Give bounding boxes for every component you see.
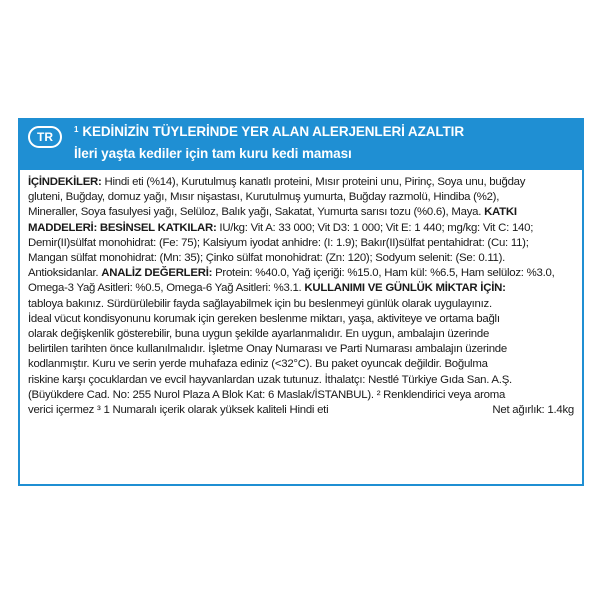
bold-heading: ANALİZ DEĞERLERİ: — [101, 267, 213, 280]
text-segment: Hindi eti (%14), Kurutulmuş kanatlı proteini, Mısır proteini unu, Pirinç, Soya unu, buğday — [101, 176, 526, 188]
text-segment: riskine karşı çocuklardan ve evcil hayvanlardan uzak tutunuz. İthalatçı: Nestlé Türkiye Gıda San. A.Ş. — [28, 373, 512, 386]
bold-heading: KULLANIMI VE GÜNLÜK MİKTAR İÇİN: — [304, 282, 506, 295]
footnote-marker: 1 — [74, 125, 79, 134]
text-line — [28, 388, 574, 403]
bold-heading: MADDELERİ: BESİNSEL KATKILAR: — [28, 221, 217, 234]
language-badge: TR — [28, 126, 62, 148]
text-line — [28, 297, 574, 312]
text-line — [28, 190, 574, 205]
text-segment: IU/kg: Vit A: 33 000; Vit D3: 1 000; Vit E: 1 440; mg/kg: Vit C: 140; — [216, 221, 534, 234]
text-segment: İdeal vücut kondisyonunu korumak için gereken beslenme miktarı, yaşa, aktiviteye ve ortama bağlı — [28, 312, 500, 325]
text-line — [28, 373, 574, 388]
text-line — [28, 266, 574, 281]
text-line — [28, 236, 574, 251]
label-banner — [20, 120, 582, 170]
text-segment: olarak değişkenlik gösterebilir, buna uygun şekilde ayarlanmalıdır. En uygun, ambalajın üzerinde — [28, 328, 490, 341]
net-weight: Net ağırlık: 1.4kg — [492, 404, 574, 417]
text-line — [28, 342, 574, 357]
text-segment: kodlanmıştır. Kuru ve serin yerde muhafaza ediniz (<32°C). Bu paket oyuncak değildir. Boğulma — [28, 358, 488, 371]
banner-subtitle: İleri yaşta kediler için tam kuru kedi maması — [74, 146, 352, 161]
text-segment: Mineraller, Soya fasulyesi yağı, Selüloz, Balık yağı, Sakatat, Yumurta sarısı tozu (%0.6), Maya. — [28, 206, 485, 219]
text-segment: (Büyükdere Cad. No: 255 Nurol Plaza A Blok Kat: 6 Maslak/İSTANBUL). ² Renklendirici veya aroma — [28, 388, 506, 401]
text-line — [28, 403, 574, 418]
text-segment: verici içermez ³ 1 Numaralı içerik olarak yüksek kaliteli Hindi eti — [28, 404, 329, 417]
text-segment: tabloya bakınız. Sürdürülebilir fayda sağlayabilmek için bu beslenmeyi günlük olarak uygulayınız. — [28, 297, 492, 310]
text-segment: belirtilen tarihten önce kullanılmalıdır. İşletme Onay Numarası ve Parti Numarası ambalajın üzerinde — [28, 343, 507, 356]
text-segment: Omega-3 Yağ Asitleri: %0.5, Omega-6 Yağ Asitleri: %3.1. — [28, 282, 305, 295]
text-segment: Mangan sülfat monohidrat: (Mn: 35); Çinko sülfat monohidrat: (Zn: 120); Sodyum selenit: (Se: 0.11). — [28, 252, 506, 265]
text-line — [28, 357, 574, 372]
text-line — [28, 175, 574, 190]
ingredients-text — [20, 170, 582, 418]
text-segment: Antioksidanlar. — [28, 267, 102, 280]
text-line — [28, 312, 574, 327]
text-segment: Protein: %40.0, Yağ içeriği: %15.0, Ham kül: %6.5, Ham selüloz: %3.0, — [212, 267, 555, 280]
text-segment: gluteni, Buğday, domuz yağı, Mısır nişastası, Kurutulmuş yumurta, Buğday razmolü, Hindiba (%2), — [28, 191, 500, 204]
banner-headline — [74, 124, 464, 139]
bold-heading: KATKI — [484, 206, 517, 219]
product-label — [18, 118, 584, 486]
banner-headline-text: KEDİNİZİN TÜYLERİNDE YER ALAN ALERJENLERİ AZALTIR — [82, 124, 464, 139]
text-line — [28, 205, 574, 220]
text-line — [28, 221, 574, 236]
bold-heading: İÇİNDEKİLER: — [28, 176, 102, 188]
text-line — [28, 251, 574, 266]
text-segment: Demir(II)sülfat monohidrat: (Fe: 75); Kalsiyum iyodat anhidre: (I: 1.9); Bakır(II)sülfat pentahidrat: (Cu: 11); — [28, 236, 529, 249]
text-line — [28, 327, 574, 342]
text-line — [28, 281, 574, 296]
